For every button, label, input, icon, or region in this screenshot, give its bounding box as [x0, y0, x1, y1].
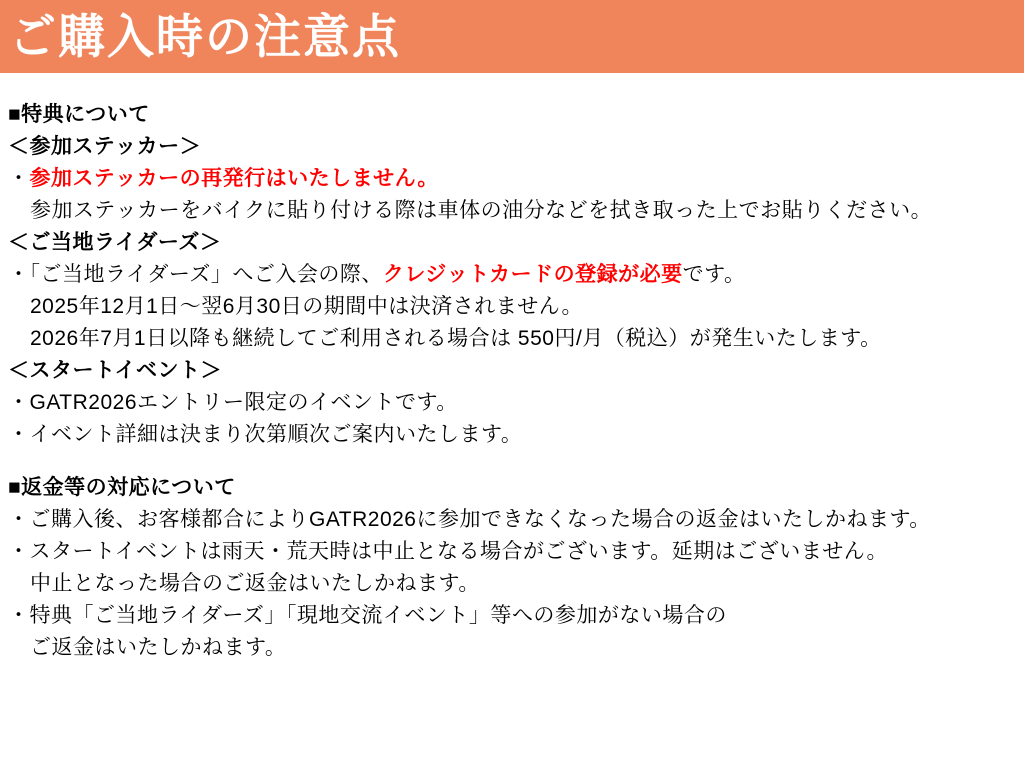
text-segment: ・ [8, 167, 30, 190]
text-line [8, 163, 1020, 195]
text-line [8, 472, 1020, 504]
text-segment: ＜ご当地ライダーズ＞ [8, 231, 222, 254]
text-line [8, 227, 1020, 259]
text-segment: 参加ステッカーの再発行はいたしません。 [29, 167, 439, 190]
text-segment: 中止となった場合のご返金はいたしかねます。 [30, 572, 480, 595]
text-line [8, 355, 1020, 387]
text-segment: ・「ご当地ライダーズ」へご入会の際、 [8, 263, 383, 286]
text-line [8, 131, 1020, 163]
section-spacer [8, 451, 1020, 472]
text-segment: ・GATR2026エントリー限定のイベントです。 [8, 391, 458, 414]
text-segment: ・イベント詳細は決まり次第順次ご案内いたします。 [8, 423, 523, 446]
text-segment: ■特典について [8, 103, 150, 126]
text-segment: 2025年12月1日～翌6月30日の期間中は決済されません。 [30, 295, 584, 318]
notice-body [0, 99, 1024, 664]
text-line [8, 600, 1020, 632]
page-title: ご購入時の注意点 [9, 10, 401, 63]
text-line [8, 387, 1020, 419]
text-line [8, 291, 1020, 323]
text-segment: ・ご購入後、お客様都合によりGATR2026に参加できなくなった場合の返金はいたしかねます。 [8, 508, 931, 531]
text-line [8, 195, 1020, 227]
text-segment: クレジットカードの登録が必要 [382, 263, 683, 286]
text-segment: 2026年7月1日以降も継続してご利用される場合は 550円/月（税込）が発生いたします。 [30, 327, 882, 350]
text-segment: ご返金はいたしかねます。 [30, 636, 287, 659]
header-bar [0, 0, 1024, 73]
text-line [8, 259, 1020, 291]
text-line [8, 632, 1020, 664]
text-segment: ・スタートイベントは雨天・荒天時は中止となる場合がございます。延期はございません。 [8, 540, 889, 563]
text-line [8, 536, 1020, 568]
text-segment: ＜スタートイベント＞ [8, 359, 222, 382]
text-line [8, 99, 1020, 131]
text-segment: 参加ステッカーをバイクに貼り付ける際は車体の油分などを拭き取った上でお貼りください。 [30, 199, 933, 222]
text-segment: ＜参加ステッカー＞ [8, 135, 202, 158]
text-segment: です。 [682, 263, 746, 286]
text-line [8, 568, 1020, 600]
text-segment: ・特典「ご当地ライダーズ」「現地交流イベント」等への参加がない場合の [8, 604, 727, 627]
text-line [8, 323, 1020, 355]
text-line [8, 504, 1020, 536]
text-segment: ■返金等の対応について [8, 476, 236, 499]
text-line [8, 419, 1020, 451]
